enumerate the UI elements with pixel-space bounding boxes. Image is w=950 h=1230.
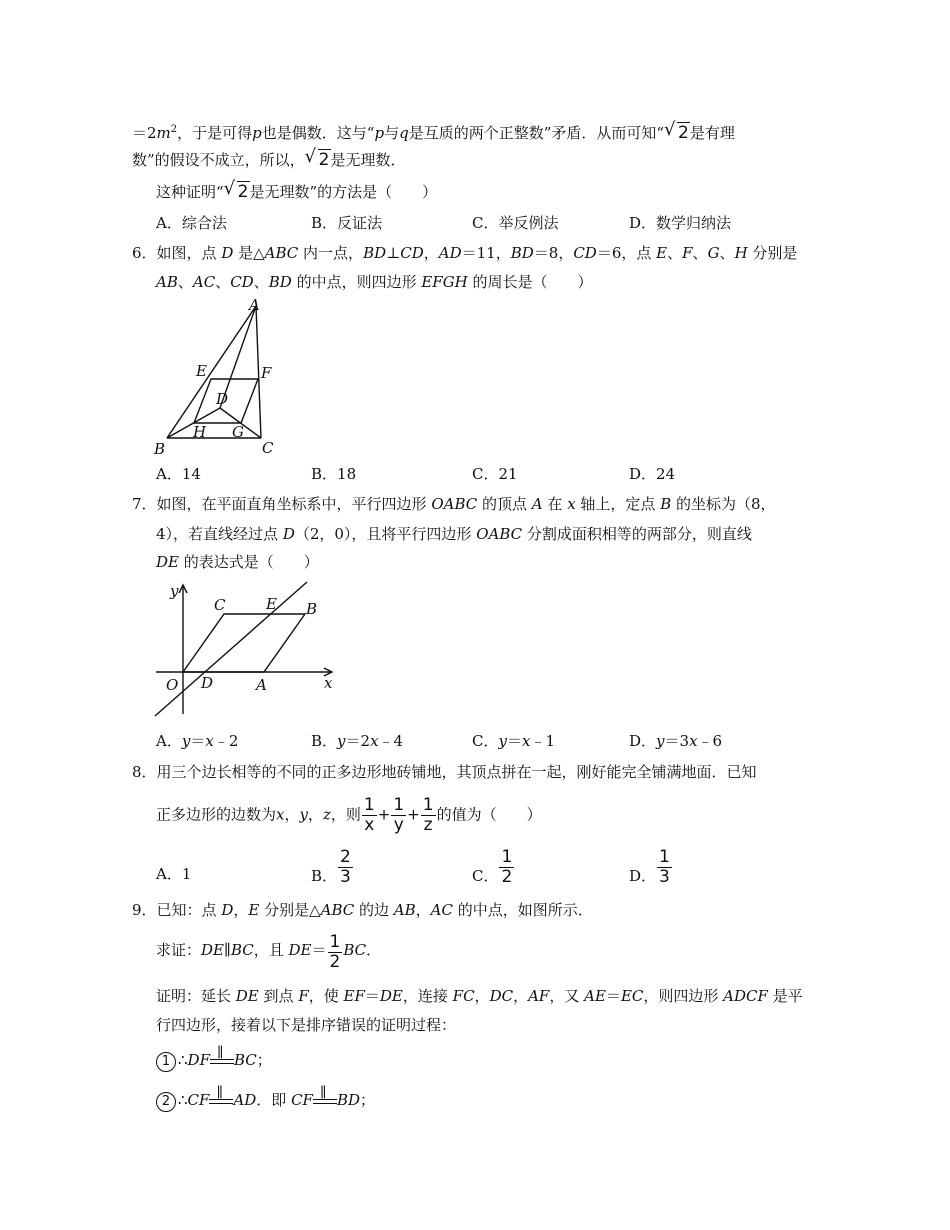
q8-option-d[interactable]: D． $\frac{1}{3}$ — [629, 846, 670, 887]
fraction-1-over-y: $\frac{1}{y}$ — [393, 795, 405, 835]
label-y: y — [170, 582, 179, 600]
label-b: B — [154, 440, 166, 458]
q8-line-1: 8．用三个边长相等的不同的正多边形地砖铺地，其顶点拼在一起，刚好能完全铺满地面．已知 — [132, 763, 757, 781]
label-e: E — [266, 595, 277, 613]
parallel-equal-symbol: ∥ — [210, 1051, 234, 1067]
q6-option-c[interactable]: C．21 — [472, 465, 518, 483]
sqrt-2: √ 2 — [664, 123, 690, 143]
q5-question: 这种证明“√ 2是无理数”的方法是（ ） — [156, 182, 437, 202]
label-x: x — [324, 674, 333, 692]
parallelogram-oabc — [183, 614, 305, 672]
q5-line-1: $=2m^2$，于是可得p也是偶数．这与“p与q是互质的两个正整数”矛盾．从而可知“√ 2是有理 — [132, 120, 735, 143]
q5-line-2: 数”的假设不成立，所以，√ 2是无理数． — [132, 150, 406, 170]
label-f: F — [261, 364, 272, 382]
label-g: G — [232, 423, 244, 441]
fraction-1-3: $\frac{1}{3}$ — [659, 846, 670, 887]
fraction-1-over-x: $\frac{1}{x}$ — [363, 795, 375, 835]
fraction-1-2: $\frac{1}{2}$ — [329, 932, 341, 972]
label-h: H — [193, 423, 207, 441]
q7-option-d[interactable]: D．y＝3x﹣6 — [629, 732, 723, 750]
q6-option-a[interactable]: A．14 — [156, 465, 201, 483]
q5-option-d[interactable]: D．数学归纳法 — [629, 214, 732, 232]
label-d: D — [201, 674, 214, 692]
q6-option-d[interactable]: D．24 — [629, 465, 676, 483]
q9-line-4: 行四边形，接着以下是排序错误的证明过程： — [156, 1016, 457, 1034]
q9-line-3: 证明：延长 DE 到点 F，使 EF＝DE，连接 FC，DC，AF，又 AE＝EC，则四边形 ADCF 是平 — [156, 987, 803, 1005]
q9-step-1: 1 ∴DF ∥ BC； — [156, 1050, 272, 1072]
q8-option-c[interactable]: C． $\frac{1}{2}$ — [472, 846, 513, 887]
q6-line-1: 6．如图，点 D 是△ABC 内一点，BD⊥CD，AD＝11，BD＝8，CD＝6，点 E、F、G、H 分别是 — [132, 244, 798, 262]
q7-line-1: 7．如图，在平面直角坐标系中，平行四边形 OABC 的顶点 A 在 x 轴上，定点 B 的坐标为（8， — [132, 495, 776, 513]
q8-line-2: 正多边形的边数为x，y，z，则 $\frac{1}{x}$ + $\frac{1}{y}$ + $\frac{1}{z}$ 的值为（ ） — [156, 795, 542, 835]
q8-option-a[interactable]: A．1 — [156, 865, 192, 883]
q7-option-b[interactable]: B．y＝2x﹣4 — [311, 732, 404, 750]
q7-option-c[interactable]: C．y＝x﹣1 — [472, 732, 555, 750]
label-o: O — [166, 676, 179, 694]
sqrt-2: √ 2 — [305, 150, 331, 170]
q9-line-1: 9．已知：点 D，E 分别是△ABC 的边 AB，AC 的中点，如图所示． — [132, 901, 593, 919]
q5-option-b[interactable]: B．反证法 — [311, 214, 383, 232]
label-c: C — [262, 439, 274, 457]
label-c: C — [214, 596, 226, 614]
label-d: D — [216, 390, 229, 408]
fraction-1-2: $\frac{1}{2}$ — [501, 846, 513, 887]
q5-option-c[interactable]: C．举反例法 — [472, 214, 559, 232]
label-e: E — [196, 362, 207, 380]
parallel-equal-symbol: ∥ — [313, 1091, 337, 1107]
q9-line-2: 求证：DE∥BC，且 DE＝ $\frac{1}{2}$ BC． — [156, 932, 382, 972]
label-a: A — [249, 296, 260, 314]
fraction-1-over-z: $\frac{1}{z}$ — [422, 795, 434, 835]
q6-figure — [150, 296, 280, 458]
q8-option-b[interactable]: B． $\frac{2}{3}$ — [311, 846, 351, 887]
q5-option-a[interactable]: A．综合法 — [156, 214, 227, 232]
fraction-2-3: $\frac{2}{3}$ — [340, 846, 351, 887]
sqrt-2: √ 2 — [224, 182, 250, 202]
q9-step-2: 2 ∴CF ∥ AD．即 CF ∥ BD； — [156, 1090, 375, 1112]
q7-line-3: DE 的表达式是（ ） — [156, 553, 319, 571]
q7-option-a[interactable]: A．y＝x﹣2 — [156, 732, 239, 750]
label-a: A — [256, 676, 267, 694]
q7-figure — [150, 578, 345, 720]
parallel-equal-symbol: ∥ — [209, 1091, 233, 1107]
q7-line-2: 4），若直线经过点 D（2，0），且将平行四边形 OABC 分割成面积相等的两部分，则直线 — [156, 525, 752, 543]
q6-line-2: AB、AC、CD、BD 的中点，则四边形 EFGH 的周长是（ ） — [156, 273, 593, 291]
label-b: B — [306, 600, 318, 618]
q6-option-b[interactable]: B．18 — [311, 465, 357, 483]
line-de — [155, 582, 307, 716]
